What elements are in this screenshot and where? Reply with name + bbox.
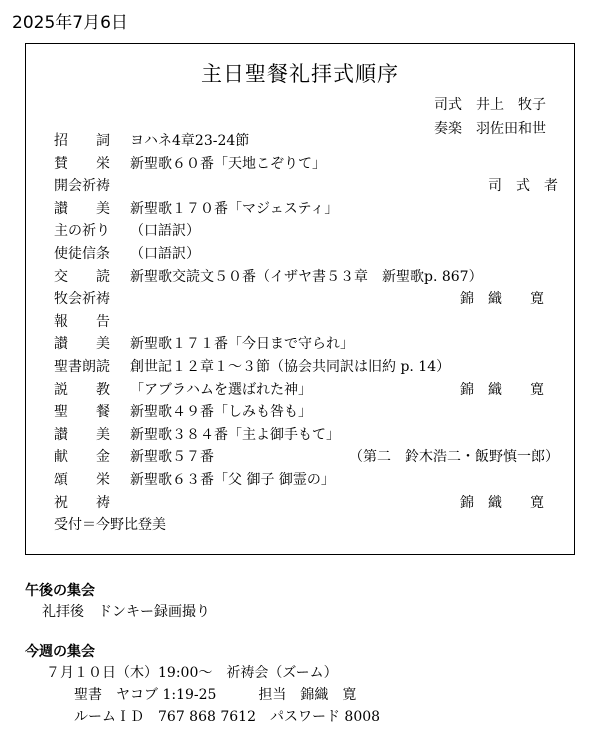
service-item-leader: （第二 鈴木浩二・飯野慎一郎） (349, 449, 559, 466)
service-item-label: 讃 美 (54, 426, 110, 443)
service-item-label: 聖 餐 (54, 404, 110, 421)
service-item (54, 311, 130, 331)
service-title: 主日聖餐礼拝式順序 (201, 62, 399, 86)
service-item-label: 聖書朗読 (54, 359, 110, 375)
service-item (54, 379, 544, 399)
service-item-content: 新聖歌３８４番「主よ御手もて」 (130, 426, 340, 443)
service-item (54, 401, 312, 421)
service-item-label: 招 詞 (54, 133, 110, 149)
service-item-content: （口語訳） (130, 223, 200, 240)
service-item-content: 新聖歌１７１番「今日まで守られ」 (130, 336, 354, 353)
service-item-content: 新聖歌交読文５０番（イザヤ書５３章 新聖歌p. 867） (130, 268, 483, 285)
service-item-content: 「アブラハムを選ばれた神」 (130, 381, 312, 398)
service-item-content: ヨハネ4章23-24節 (130, 133, 250, 149)
service-item-label: 讃 美 (54, 200, 110, 217)
order-of-service-box (25, 43, 575, 555)
service-item-label: 開会祈祷 (54, 178, 110, 195)
weekly-line-3: ルームＩＤ 767 868 7612 パスワード 8008 (74, 709, 381, 725)
service-item (54, 333, 354, 353)
service-item (54, 469, 335, 489)
service-item-label: 頌 栄 (54, 472, 110, 488)
service-item (54, 220, 200, 240)
weekly-heading: 今週の集会 (25, 644, 95, 660)
service-item-label: 説 教 (54, 381, 110, 398)
service-item-content: 新聖歌６３番「父 御子 御霊の」 (130, 472, 335, 488)
service-item (54, 288, 544, 308)
service-item (54, 130, 249, 150)
service-item-label: 祝 祷 (54, 494, 110, 511)
service-item-leader: 錦 織 寛 (460, 291, 544, 308)
musician: 奏楽 羽佐田和世 (434, 121, 546, 137)
service-item-label: 牧会祈祷 (54, 291, 110, 308)
service-item-label: 使徒信条 (54, 246, 110, 262)
service-item-label: 献 金 (54, 449, 110, 466)
service-item-leader: 司 式 者 (460, 178, 558, 195)
service-item-leader: 錦 織 寛 (460, 494, 544, 511)
service-item-leader: 錦 織 寛 (460, 381, 544, 398)
afternoon-line: 礼拝後 ドンキー録画撮り (42, 604, 210, 620)
service-item (54, 424, 340, 444)
service-item (54, 446, 559, 466)
service-item-content: 新聖歌６０番「天地こぞりて」 (130, 155, 326, 172)
weekly-line-1: ７月１０日（木）19:00～ 祈祷会（ズーム） (46, 665, 338, 681)
service-item-content: （口語訳） (130, 246, 200, 262)
officiant: 司式 井上 牧子 (434, 97, 546, 113)
service-item (54, 266, 483, 286)
service-item (54, 198, 338, 218)
service-item-content: 新聖歌１７０番「マジェスティ」 (130, 200, 339, 217)
service-item (54, 492, 544, 512)
afternoon-heading: 午後の集会 (25, 583, 95, 599)
service-item (54, 153, 326, 173)
service-item-label: 賛 栄 (54, 155, 110, 172)
reception: 受付＝今野比登美 (54, 517, 166, 533)
service-item-content: 新聖歌５７番 (130, 449, 214, 466)
service-item-content: 新聖歌４９番「しみも咎も」 (130, 404, 312, 421)
service-item-label: 報 告 (54, 313, 110, 330)
service-item-label: 交 読 (54, 268, 110, 285)
service-item (54, 356, 450, 376)
service-item-content: 創世記１２章１～３節（協会共同訳は旧約 p. 14） (130, 359, 451, 375)
bulletin-date: 2025年7月6日 (12, 13, 128, 33)
service-item (54, 175, 558, 195)
weekly-line-2: 聖書 ヤコブ 1:19-25 担当 錦織 寛 (74, 687, 357, 703)
service-item-label: 主の祈り (54, 223, 110, 240)
service-item-label: 讃 美 (54, 336, 110, 353)
service-item (54, 243, 200, 263)
